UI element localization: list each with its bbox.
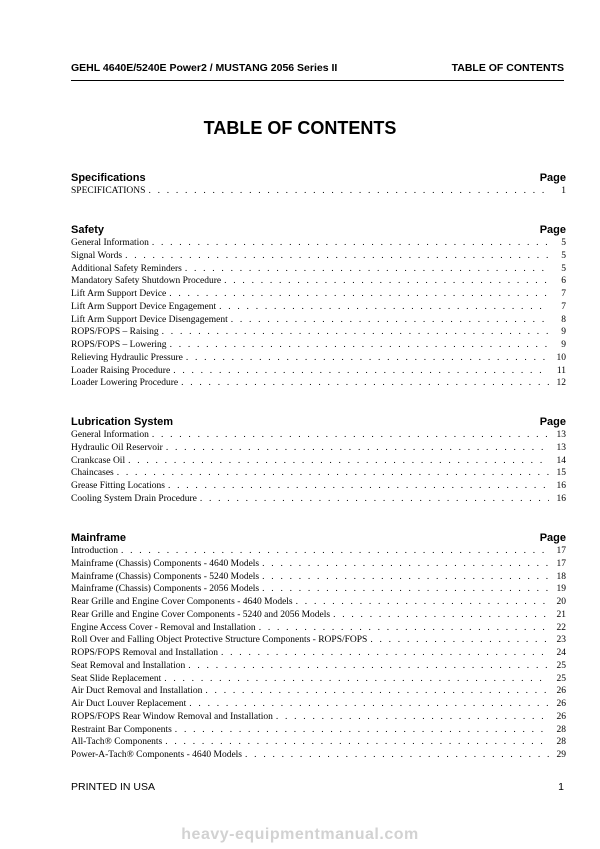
toc-entry-page: 17: [556, 546, 566, 556]
toc-entry-page: 11: [556, 365, 566, 376]
dot-leader: [262, 571, 549, 584]
section-heading: [71, 531, 566, 545]
toc-entry[interactable]: [71, 736, 566, 749]
toc-entry-page: 13: [556, 442, 566, 453]
toc-entry[interactable]: [71, 250, 566, 263]
page-column-label: Page: [539, 224, 566, 236]
toc-entry-title: Mandatory Safety Shutdown Procedure: [71, 276, 222, 287]
toc-entry-title: Air Duct Removal and Installation: [71, 686, 203, 697]
section-safety: [71, 223, 566, 390]
dot-leader: [117, 467, 549, 480]
toc-entry-page: 29: [556, 750, 566, 760]
dot-leader: [166, 442, 549, 455]
toc-entry[interactable]: [71, 275, 566, 288]
toc-entry[interactable]: [71, 571, 566, 584]
toc-entry[interactable]: [71, 698, 566, 711]
toc-entry-page: 21: [556, 609, 566, 620]
dot-leader: [125, 250, 549, 263]
toc-entry-title: Lift Arm Support Device Engagement: [71, 301, 217, 312]
dot-leader: [165, 736, 549, 749]
toc-entry-title: Mainframe (Chassis) Components - 4640 Models: [71, 558, 260, 569]
toc-entry[interactable]: [71, 339, 566, 352]
footer-page-number: 1: [558, 781, 564, 793]
toc-entry-page: 26: [556, 699, 566, 709]
toc-entry[interactable]: [71, 634, 566, 647]
toc-entry[interactable]: [71, 352, 566, 365]
toc-entry-page: 9: [561, 340, 566, 350]
toc-entry[interactable]: [71, 365, 566, 378]
dot-leader: [333, 609, 549, 622]
toc-entry-title: Seat Removal and Installation: [71, 660, 186, 671]
dot-leader: [200, 493, 549, 506]
dot-leader: [185, 263, 549, 276]
toc-entry-page: 7: [561, 301, 566, 312]
toc-entry-page: 14: [556, 455, 566, 466]
page-title: TABLE OF CONTENTS: [203, 118, 397, 138]
toc-entry[interactable]: [71, 660, 566, 673]
toc-entry[interactable]: [71, 480, 566, 493]
toc-entry[interactable]: [71, 609, 566, 622]
dot-leader: [259, 622, 549, 635]
dot-leader: [164, 673, 549, 686]
dot-leader: [245, 749, 549, 762]
toc-entry-title: Rear Grille and Engine Cover Components - 5240 and 2056 Models: [71, 609, 331, 620]
toc-entry[interactable]: [71, 545, 566, 558]
page-header: [71, 58, 564, 81]
dot-leader: [186, 352, 549, 365]
dot-leader: [162, 326, 549, 339]
dot-leader: [370, 634, 549, 647]
dot-leader: [221, 647, 549, 660]
section-name: Lubrication System: [71, 416, 174, 428]
toc-entry-title: Mainframe (Chassis) Components - 5240 Models: [71, 571, 260, 582]
dot-leader: [170, 339, 549, 352]
toc-entry-title: Grease Fitting Locations: [71, 481, 165, 491]
dot-leader: [262, 558, 549, 571]
toc-entry[interactable]: [71, 583, 566, 596]
section-mainframe: [71, 531, 566, 762]
toc-entry-title: General Information: [71, 238, 149, 248]
toc-entry[interactable]: [71, 377, 566, 390]
toc-entry-title: General Information: [71, 430, 149, 440]
dot-leader: [128, 455, 549, 468]
toc-entry-page: 25: [556, 673, 566, 684]
toc-entry-page: 26: [556, 686, 566, 697]
dot-leader: [231, 314, 549, 327]
page-column-label: Page: [539, 172, 566, 184]
dot-leader: [188, 660, 549, 673]
section-name: Safety: [71, 224, 105, 236]
toc-entry-page: 15: [556, 468, 566, 479]
toc-entry-title: ROPS/FOPS Removal and Installation: [71, 648, 218, 658]
toc-entry-title: Lift Arm Support Device Disengagement: [71, 314, 228, 325]
section-heading: [71, 415, 566, 429]
toc-entry-title: Restraint Bar Components: [71, 724, 172, 735]
section-name: Mainframe: [71, 532, 127, 544]
toc-entry[interactable]: [71, 673, 566, 686]
toc-entry-page: 12: [556, 378, 566, 389]
toc-entry-title: Mainframe (Chassis) Components - 2056 Models: [71, 584, 260, 595]
toc-entry-title: Introduction: [71, 546, 118, 556]
page-column-label: Page: [539, 532, 566, 544]
toc-entry-title: Power-A-Tach® Components - 4640 Models: [71, 750, 243, 760]
toc-entry[interactable]: [71, 429, 566, 442]
toc-entry-title: Seat Slide Replacement: [71, 673, 162, 684]
dot-leader: [276, 711, 549, 724]
toc-entry[interactable]: [71, 749, 566, 762]
dot-leader: [296, 596, 549, 609]
section-heading: [71, 171, 566, 185]
dot-leader: [205, 685, 549, 698]
toc-entry-page: 19: [556, 584, 566, 595]
toc-entry-page: 28: [556, 737, 566, 748]
toc-entry-title: Signal Words: [71, 250, 123, 261]
toc-entry-title: ROPS/FOPS – Lowering: [71, 340, 167, 350]
section-specifications: [71, 171, 566, 198]
toc-entry-page: 25: [556, 660, 566, 671]
toc-entry[interactable]: [71, 558, 566, 571]
toc-entry-page: 5: [561, 250, 566, 261]
dot-leader: [175, 724, 549, 737]
watermark-text: heavy-equipmentmanual.com: [181, 826, 419, 843]
dot-leader: [219, 301, 549, 314]
toc-entry[interactable]: [71, 314, 566, 327]
dot-leader: [152, 429, 549, 442]
toc-entry-title: Additional Safety Reminders: [71, 263, 182, 274]
toc-entry-page: 1: [561, 186, 566, 196]
dot-leader: [224, 275, 549, 288]
toc-entry-title: Relieving Hydraulic Pressure: [71, 352, 183, 363]
toc-entry[interactable]: [71, 326, 566, 339]
toc-entry[interactable]: [71, 711, 566, 724]
dot-leader: [181, 377, 549, 390]
toc-entry[interactable]: [71, 467, 566, 480]
toc-entry-page: 16: [556, 481, 566, 491]
toc-entry-page: 22: [556, 622, 566, 633]
header-section-title: TABLE OF CONTENTS: [451, 62, 564, 74]
toc-entry[interactable]: [71, 185, 566, 198]
toc-entry-page: 17: [556, 558, 566, 569]
section-lubrication-system: [71, 415, 566, 506]
toc-entry[interactable]: [71, 596, 566, 609]
page-column-label: Page: [539, 416, 566, 428]
toc-entry[interactable]: [71, 301, 566, 314]
toc-entry-title: Crankcase Oil: [71, 455, 126, 466]
dot-leader: [168, 480, 549, 493]
toc-entry-title: Lift Arm Support Device: [71, 289, 167, 299]
toc-entry-page: 6: [561, 276, 566, 287]
toc-entry-page: 5: [561, 263, 566, 274]
dot-leader: [152, 237, 549, 250]
toc-entry-page: 8: [561, 314, 566, 325]
toc-entry-page: 16: [556, 493, 566, 504]
toc-entry[interactable]: [71, 263, 566, 276]
toc-entry[interactable]: [71, 237, 566, 250]
dot-leader: [148, 185, 549, 198]
toc-entry-page: 23: [556, 635, 566, 646]
toc-entry-page: 5: [561, 238, 566, 248]
toc-entry[interactable]: [71, 288, 566, 301]
dot-leader: [189, 698, 549, 711]
toc-entry-title: Chaincases: [71, 468, 114, 479]
section-name: Specifications: [71, 172, 146, 184]
toc-entry-title: Rear Grille and Engine Cover Components - 4640 Models: [71, 597, 293, 607]
toc-entry-page: 26: [556, 711, 566, 722]
toc-entry-page: 28: [556, 724, 566, 735]
dot-leader: [169, 288, 549, 301]
toc-entry[interactable]: [71, 685, 566, 698]
toc-entry[interactable]: [71, 724, 566, 737]
toc-entry-title: ROPS/FOPS Rear Window Removal and Installation: [71, 711, 273, 722]
section-heading: [71, 223, 566, 237]
toc-entry-title: Engine Access Cover - Removal and Installation: [71, 622, 256, 633]
dot-leader: [173, 365, 549, 378]
toc-entry-title: Hydraulic Oil Reservoir: [71, 442, 163, 453]
toc-entry-page: 10: [556, 352, 566, 363]
toc-entry[interactable]: [71, 493, 566, 506]
toc-entry-page: 7: [561, 289, 566, 299]
toc-entry-page: 24: [556, 648, 566, 658]
header-document-title: GEHL 4640E/5240E Power2 / MUSTANG 2056 Series II: [71, 62, 338, 74]
toc-entry-title: Loader Lowering Procedure: [71, 378, 179, 389]
dot-leader: [121, 545, 549, 558]
toc-entry-title: Air Duct Louver Replacement: [71, 699, 187, 709]
toc-entry[interactable]: [71, 647, 566, 660]
toc-entry-title: SPECIFICATIONS: [71, 186, 146, 196]
toc-entry[interactable]: [71, 455, 566, 468]
footer-printed-note: PRINTED IN USA: [71, 781, 156, 793]
toc-entry-title: ROPS/FOPS – Raising: [71, 327, 159, 338]
toc-entry-title: Roll Over and Falling Object Protective Structure Components - ROPS/FOPS: [71, 635, 368, 646]
toc-entry-title: All-Tach® Components: [71, 737, 163, 748]
toc-entry-page: 13: [556, 430, 566, 440]
toc-entry-title: Cooling System Drain Procedure: [71, 493, 197, 504]
dot-leader: [262, 583, 549, 596]
toc-entry[interactable]: [71, 622, 566, 635]
toc-entry-page: 20: [556, 597, 566, 607]
toc-entry-page: 9: [561, 327, 566, 338]
toc-entry-page: 18: [556, 571, 566, 582]
toc-entry-title: Loader Raising Procedure: [71, 365, 171, 376]
toc-entry[interactable]: [71, 442, 566, 455]
